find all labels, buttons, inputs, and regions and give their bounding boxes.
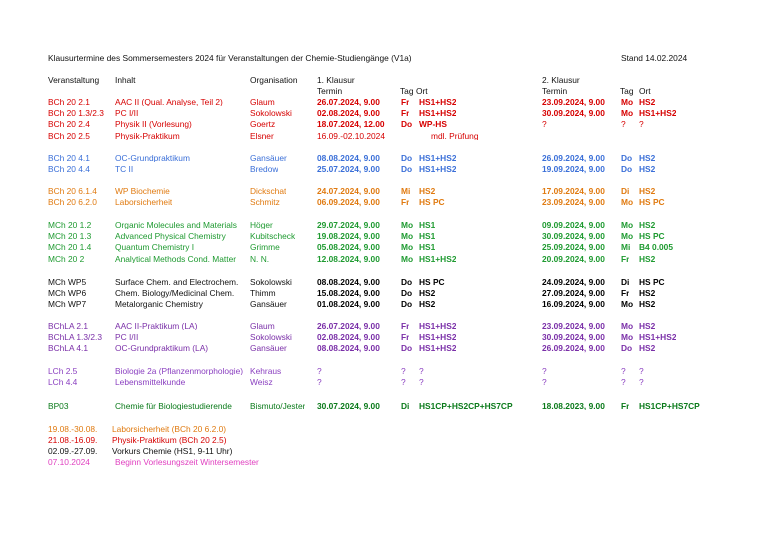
cell-ort-1: HS1	[419, 243, 436, 252]
cell-content: Metalorganic Chemistry	[115, 300, 203, 309]
header-ort-1: Ort	[416, 86, 428, 96]
cell-organisation: Weisz	[250, 378, 273, 387]
page-title: Klausurtermine des Sommersemesters 2024 für Veranstaltungen der Chemie-Studiengänge (V1a)	[48, 53, 412, 63]
cell-course: LCh 2.5	[48, 367, 78, 376]
cell-organisation: Gansäuer	[250, 154, 287, 163]
note-date: 19.08.-30.08.	[48, 424, 98, 434]
cell-tag-1: Mo	[401, 243, 414, 252]
cell-tag-2: Mo	[621, 333, 634, 342]
cell-ort-2: HS PC	[639, 278, 665, 287]
stand-date: Stand 14.02.2024	[621, 53, 688, 63]
cell-content: Physik II (Vorlesung)	[115, 120, 192, 129]
cell-organisation: Gansäuer	[250, 344, 287, 353]
cell-ort-2: HS2	[639, 322, 656, 331]
cell-course: BCh 20 6.1.4	[48, 187, 97, 196]
cell-termin-1: 08.08.2024, 9.00	[317, 278, 380, 287]
cell-ort-1: ?	[419, 378, 424, 387]
cell-organisation: Goertz	[250, 120, 276, 129]
cell-tag-2: Fr	[621, 402, 630, 411]
cell-tag-2: Do	[621, 154, 633, 163]
cell-tag-1: Mo	[401, 221, 414, 230]
cell-ort-1: HS1+HS2	[419, 322, 457, 331]
cell-tag-1: Do	[401, 300, 413, 309]
cell-course: MCh WP6	[48, 289, 87, 298]
cell-ort-1: HS1	[419, 232, 436, 241]
cell-course: BChLA 1.3/2.3	[48, 333, 103, 342]
cell-tag-2: Mo	[621, 322, 634, 331]
cell-termin-1: 25.07.2024, 9.00	[317, 165, 380, 174]
cell-organisation: Grimme	[250, 243, 280, 252]
cell-ort-1: HS1+HS2	[419, 98, 457, 107]
cell-course: MCh 20 1.2	[48, 221, 92, 230]
cell-termin-2: 23.09.2024, 9.00	[542, 98, 605, 107]
cell-content: Surface Chem. and Electrochem.	[115, 278, 239, 287]
cell-termin-1: 06.09.2024, 9.00	[317, 198, 380, 207]
cell-ort-2: HS2	[639, 154, 656, 163]
cell-organisation: Sokolowski	[250, 109, 292, 118]
cell-tag-2: ?	[621, 378, 626, 387]
cell-content: PC I/II	[115, 109, 139, 118]
cell-ort-2: HS1+HS2	[639, 333, 677, 342]
cell-tag-1: Do	[401, 154, 413, 163]
cell-organisation: Kehraus	[250, 367, 282, 376]
cell-termin-2: 25.09.2024, 9.00	[542, 243, 605, 252]
cell-termin-2: 17.09.2024, 9.00	[542, 187, 605, 196]
cell-content: Advanced Physical Chemistry	[115, 232, 226, 241]
cell-tag-1: Do	[401, 344, 413, 353]
cell-ort-2: ?	[639, 120, 644, 129]
cell-ort-1: HS PC	[419, 278, 445, 287]
cell-course: BChLA 2.1	[48, 322, 89, 331]
cell-ort-2: ?	[639, 367, 644, 376]
cell-termin-1: 30.07.2024, 9.00	[317, 402, 380, 411]
cell-course: BChLA 4.1	[48, 344, 89, 353]
cell-termin-1: 29.07.2024, 9.00	[317, 221, 380, 230]
cell-organisation: Sokolowski	[250, 278, 292, 287]
cell-ort-1: HS1+HS2	[419, 109, 457, 118]
cell-termin-2: 09.09.2024, 9.00	[542, 221, 605, 230]
cell-tag-2: ?	[621, 120, 626, 129]
cell-termin-2: 20.09.2024, 9.00	[542, 254, 605, 263]
note-text: Vorkurs Chemie (HS1, 9-11 Uhr)	[112, 446, 233, 456]
cell-termin-1: 24.07.2024, 9.00	[317, 187, 380, 196]
header-organisation: Organisation	[250, 75, 298, 85]
cell-ort-2: HS2	[639, 289, 656, 298]
cell-termin-2: 30.09.2024, 9.00	[542, 333, 605, 342]
cell-ort-1: HS1+HS2	[419, 254, 457, 263]
note-date: 21.08.-16.09.	[48, 435, 98, 445]
header-klausur1: 1. Klausur	[317, 75, 355, 85]
cell-tag-1: Fr	[401, 109, 410, 118]
header-inhalt: Inhalt	[115, 75, 136, 85]
cell-tag-1: Do	[401, 289, 413, 298]
cell-termin-1: 18.07.2024, 12.00	[317, 120, 385, 129]
cell-ort-1: HS2	[419, 289, 436, 298]
cell-course: BCh 20 6.2.0	[48, 198, 97, 207]
cell-ort-1: HS2	[419, 300, 436, 309]
cell-tag-1: Do	[401, 165, 413, 174]
cell-termin-2: 23.09.2024, 9.00	[542, 198, 605, 207]
cell-tag-2: ?	[621, 367, 626, 376]
cell-tag-1: ?	[401, 367, 406, 376]
cell-course: BCh 20 2.5	[48, 131, 90, 140]
cell-organisation: Glaum	[250, 322, 275, 331]
cell-content: Lebensmittelkunde	[115, 378, 186, 387]
cell-termin-1: 26.07.2024, 9.00	[317, 98, 380, 107]
cell-termin-2: ?	[542, 378, 547, 387]
cell-termin-1: 26.07.2024, 9.00	[317, 322, 380, 331]
cell-course: BP03	[48, 402, 69, 411]
note-text: Physik-Praktikum (BCh 20 2.5)	[112, 435, 227, 445]
cell-termin-1: 08.08.2024, 9.00	[317, 154, 380, 163]
cell-termin-1: 02.08.2024, 9.00	[317, 333, 380, 342]
cell-ort-1: HS2	[419, 187, 436, 196]
cell-tag-1: Fr	[401, 98, 410, 107]
cell-ort-1: ?	[419, 367, 424, 376]
cell-termin-2: 24.09.2024, 9.00	[542, 278, 605, 287]
cell-tag-1: Mi	[401, 187, 411, 196]
cell-termin-2: 19.09.2024, 9.00	[542, 165, 605, 174]
cell-tag-2: Di	[621, 187, 630, 196]
cell-content: WP Biochemie	[115, 187, 170, 196]
cell-ort-2: HS2	[639, 344, 656, 353]
cell-ort-1: HS PC	[419, 198, 445, 207]
cell-ort-2: HS PC	[639, 198, 665, 207]
cell-content: Physik-Praktikum	[115, 131, 180, 140]
cell-organisation: Dickschat	[250, 187, 287, 196]
cell-organisation: Elsner	[250, 131, 274, 140]
cell-ort-2: B4 0.005	[639, 243, 673, 252]
cell-tag-2: Do	[621, 344, 633, 353]
cell-content: OC-Grundpraktikum	[115, 154, 190, 163]
cell-ort-1: HS1+HS2	[419, 165, 457, 174]
cell-tag-2: Mo	[621, 109, 634, 118]
cell-course: BCh 20 4.4	[48, 165, 90, 174]
cell-tag-2: Di	[621, 278, 630, 287]
cell-termin-2: ?	[542, 120, 547, 129]
cell-ort-2: HS2	[639, 98, 656, 107]
cell-ort-1: HS1+HS2	[419, 333, 457, 342]
cell-termin-2: 23.09.2024, 9.00	[542, 322, 605, 331]
header-klausur2: 2. Klausur	[542, 75, 580, 85]
cell-tag-2: Fr	[621, 289, 630, 298]
cell-tag-2: Fr	[621, 254, 630, 263]
cell-content: Biologie 2a (Pflanzenmorphologie)	[115, 367, 244, 376]
cell-ort-1: HS1+HS2	[419, 344, 457, 353]
cell-termin-1: 08.08.2024, 9.00	[317, 344, 380, 353]
cell-content: AAC II-Praktikum (LA)	[115, 322, 198, 331]
cell-tag-2: Mo	[621, 98, 634, 107]
cell-course: BCh 20 4.1	[48, 154, 90, 163]
cell-tag-2: Mo	[621, 300, 634, 309]
note-text: Laborsicherheit (BCh 20 6.2.0)	[112, 424, 227, 434]
cell-ort-1: HS1CP+HS2CP+HS7CP	[419, 402, 513, 411]
cell-content: Organic Molecules and Materials	[115, 221, 237, 230]
cell-ort-2: HS1CP+HS7CP	[639, 402, 700, 411]
cell-ort-2: HS2	[639, 187, 656, 196]
cell-course: MCh WP7	[48, 300, 87, 309]
cell-ort-2: HS2	[639, 221, 656, 230]
cell-organisation: Glaum	[250, 98, 275, 107]
cell-termin-1: 15.08.2024, 9.00	[317, 289, 380, 298]
cell-tag-1: Fr	[401, 198, 410, 207]
note-date: 07.10.2024	[48, 457, 90, 467]
cell-content: PC I/II	[115, 333, 139, 342]
cell-tag-1: Mo	[401, 254, 414, 263]
cell-termin-2: 26.09.2024, 9.00	[542, 344, 605, 353]
cell-tag-2: Mi	[621, 243, 631, 252]
header-ort-2: Ort	[639, 86, 651, 96]
cell-organisation: Sokolowski	[250, 333, 292, 342]
cell-termin-2: ?	[542, 367, 547, 376]
note-text: Beginn Vorlesungszeit Wintersemester	[115, 457, 259, 467]
cell-content: Analytical Methods Cond. Matter	[115, 254, 237, 263]
cell-termin-1: 05.08.2024, 9.00	[317, 243, 380, 252]
cell-course: MCh 20 1.4	[48, 243, 92, 252]
header-veranstaltung: Veranstaltung	[48, 75, 100, 85]
cell-tag-2: Mo	[621, 232, 634, 241]
note-date: 02.09.-27.09.	[48, 446, 98, 456]
cell-content: Laborsicherheit	[115, 198, 173, 207]
cell-content: Chemie für Biologiestudierende	[115, 402, 232, 411]
cell-ort-2: HS1+HS2	[639, 109, 677, 118]
cell-termin-1: ?	[317, 378, 322, 387]
cell-tag-1: Di	[401, 402, 410, 411]
cell-ort-2: ?	[639, 378, 644, 387]
cell-content: Chem. Biology/Medicinal Chem.	[115, 289, 235, 298]
cell-course: BCh 20 2.1	[48, 98, 90, 107]
cell-content: TC II	[115, 165, 134, 174]
cell-course: MCh WP5	[48, 278, 87, 287]
cell-ort-1: HS1	[419, 221, 436, 230]
cell-ort-1: WP-HS	[419, 120, 447, 129]
cell-ort-2: HS PC	[639, 232, 665, 241]
header-termin-1: Termin	[317, 86, 343, 96]
cell-tag-1: ?	[401, 378, 406, 387]
header-termin-2: Termin	[542, 86, 568, 96]
cell-termin-2: 26.09.2024, 9.00	[542, 154, 605, 163]
header-tag-1: Tag	[400, 86, 414, 96]
cell-content: AAC II (Qual. Analyse, Teil 2)	[115, 98, 223, 107]
cell-course: MCh 20 2	[48, 254, 85, 263]
cell-course: LCh 4.4	[48, 378, 78, 387]
cell-organisation: Bismuto/Jester	[250, 402, 306, 411]
cell-termin-1: 12.08.2024, 9.00	[317, 254, 380, 263]
header-tag-2: Tag	[620, 86, 634, 96]
cell-termin-2: 18.08.2023, 9.00	[542, 402, 605, 411]
cell-tag-1: Fr	[401, 333, 410, 342]
cell-termin-2: 30.09.2024, 9.00	[542, 232, 605, 241]
cell-termin-1: ?	[317, 367, 322, 376]
cell-ort-1: HS1+HS2	[419, 154, 457, 163]
cell-ort-2: HS2	[639, 165, 656, 174]
cell-termin-1: 02.08.2024, 9.00	[317, 109, 380, 118]
cell-course: BCh 20 1.3/2.3	[48, 109, 104, 118]
cell-organisation: Bredow	[250, 165, 279, 174]
cell-termin-1: 16.09.-02.10.2024	[317, 131, 385, 140]
cell-organisation: N. N.	[250, 254, 270, 263]
cell-ort-2: HS2	[639, 254, 656, 263]
cell-termin-1: 19.08.2024, 9.00	[317, 232, 380, 241]
cell-tag-2: Mo	[621, 198, 634, 207]
cell-content: OC-Grundpraktikum (LA)	[115, 344, 209, 353]
cell-termin-1: 01.08.2024, 9.00	[317, 300, 380, 309]
cell-termin-2: 16.09.2024, 9.00	[542, 300, 605, 309]
cell-content: Quantum Chemistry I	[115, 243, 195, 252]
cell-tag-1: Do	[401, 120, 413, 129]
cell-tag-2: Do	[621, 165, 633, 174]
cell-organisation: Kubitscheck	[250, 232, 296, 241]
cell-tag-1: Do	[401, 278, 413, 287]
cell-tag-1: Fr	[401, 322, 410, 331]
cell-ort-1: mdl. Prüfung	[431, 131, 479, 140]
cell-tag-1: Mo	[401, 232, 414, 241]
cell-organisation: Schmitz	[250, 198, 280, 207]
cell-termin-2: 30.09.2024, 9.00	[542, 109, 605, 118]
cell-termin-2: 27.09.2024, 9.00	[542, 289, 605, 298]
cell-organisation: Höger	[250, 221, 273, 230]
cell-course: BCh 20 2.4	[48, 120, 90, 129]
cell-ort-2: HS2	[639, 300, 656, 309]
cell-organisation: Thimm	[250, 289, 276, 298]
cell-course: MCh 20 1.3	[48, 232, 92, 241]
cell-organisation: Gansäuer	[250, 300, 287, 309]
cell-tag-2: Mo	[621, 221, 634, 230]
